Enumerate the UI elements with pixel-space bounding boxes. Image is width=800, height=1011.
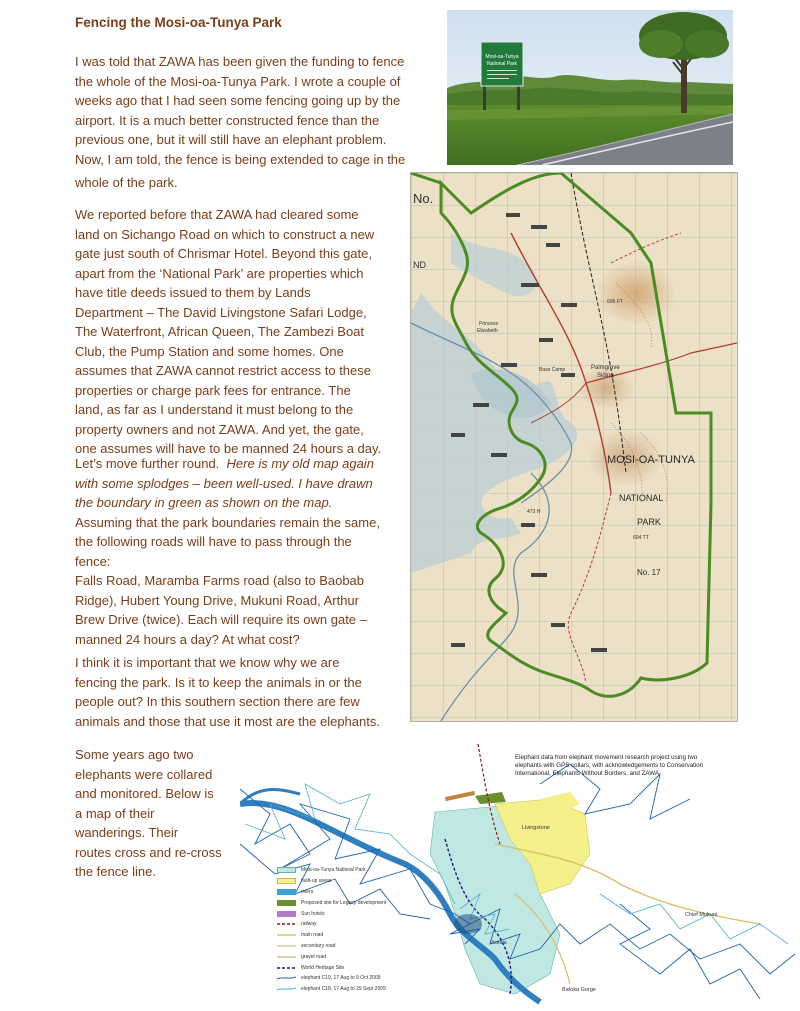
sign-text-line: National Park [486, 61, 518, 67]
topographic-map [410, 172, 738, 722]
text-line: Some years ago two [75, 747, 194, 762]
map-label: PARK [637, 517, 661, 527]
text-line: the whole of the Mosi-oa-Tunya Park. I wrote a couple of [75, 73, 401, 89]
legend-label: rivers [301, 888, 314, 895]
article-title: Fencing the Mosi-oa-Tunya Park [75, 15, 282, 30]
text-line: apart from the ‘National Park’ are properties which [75, 265, 364, 281]
map-label: Elizabeth [477, 328, 498, 334]
text-line: properties or charge park fees for entrance. The [75, 382, 351, 398]
legend-swatch [277, 900, 296, 906]
legend-swatch [277, 932, 296, 938]
text-line: land, as far as I understand it must belong to the [75, 402, 354, 417]
text-line: whole of the park. [75, 175, 178, 190]
map-label: 473 H [527, 509, 541, 515]
text-line: fence: [75, 553, 111, 569]
text-line: The Waterfront, African Queen, The Zambezi Boat [75, 324, 365, 339]
legend-swatch [277, 867, 296, 873]
text-line: wanderings. Their [75, 825, 179, 840]
legend-label: built-up areas [301, 878, 332, 885]
text-line: We reported before that ZAWA had cleared some [75, 207, 359, 222]
legend-swatch [277, 943, 296, 949]
elephant-data-note: Elephant data from elephant movement research project using two elephants with GPS collars, with acknowledgements to Conservation International, Elephants Without Borders, and ZAWA [515, 754, 704, 777]
sign-text-line: Mosi-oa-Tunya [485, 54, 519, 60]
text-line: airport. It is a much better constructed fence than the [75, 112, 380, 128]
text-line: Department – The David Livingstone Safari Lodge, [75, 304, 367, 320]
text-line: fencing the park. Is it to keep the animals in or the [75, 674, 362, 690]
map-label: 605 FT [607, 299, 623, 305]
legend-item [277, 908, 412, 919]
text-line [75, 493, 400, 513]
map-label: MOSI-OA-TUNYA [607, 454, 695, 466]
text-line: animals and those that use it most are the elephants. [75, 713, 380, 729]
text-line [75, 474, 400, 494]
paragraph-why-fence [75, 653, 400, 731]
text-line: assumes that ZAWA cannot restrict access to these [75, 363, 371, 378]
text-line: the following roads will have to pass through the [75, 534, 352, 549]
text-line: elephants were collared [75, 766, 213, 782]
text-line: property owners and not ZAWA. And yet, the gate, [75, 421, 364, 437]
legend-item [277, 919, 412, 930]
legend-label: main road [301, 932, 324, 939]
text-line: Ridge), Hubert Young Drive, Mukuni Road, Arthur [75, 592, 359, 608]
map-label: Palmgrove [591, 365, 620, 371]
legend-item [277, 951, 412, 962]
text-line: and monitored. Below is [75, 786, 214, 801]
topographic-map-illustration [411, 173, 737, 721]
legend-item [277, 865, 412, 876]
legend-swatch [277, 878, 296, 884]
map-label: Base Camp [539, 367, 566, 373]
legend-item [277, 930, 412, 941]
italic-text: with some splodges – been well-used. I have drawn [75, 475, 373, 491]
legend-swatch [277, 965, 296, 971]
legend-swatch [277, 975, 296, 981]
legend-label: elephant C19, 17 Aug to 9 Oct 2009 [301, 975, 381, 982]
text-line: a map of their [75, 805, 155, 821]
map-label: No. [413, 191, 434, 206]
legend-label: Proposed site for Legacy development [301, 899, 387, 906]
legend-item [277, 941, 412, 952]
text-line: Brew Drive (twice). Each will require its own gate – [75, 612, 367, 627]
text-line: weeks ago that I had seen some fencing going up by the [75, 93, 401, 108]
text-line: land on Sichango Road on which to construct a new [75, 226, 375, 242]
legend-label: Sun hotels [301, 910, 325, 917]
legend-label: secondary road [301, 942, 336, 949]
legend-label: railway [301, 921, 317, 928]
text-line: I was told that ZAWA has been given the funding to fence [75, 54, 405, 69]
legend-item [277, 897, 412, 908]
text-line: the fence line. [75, 864, 156, 879]
text-line: Falls Road, Maramba Farms road (also to Baobab [75, 573, 365, 588]
place-label: Batoka Gorge [562, 987, 596, 993]
legend-swatch [277, 911, 296, 917]
map-label: 604 TT [633, 535, 649, 541]
text-line: gate just south of Chrismar Hotel. Beyond this gate, [75, 246, 372, 261]
legend-swatch [277, 889, 296, 895]
text-line: people out? In this southern section there are few [75, 694, 360, 709]
paragraph-funding [75, 52, 420, 193]
legend-item [277, 876, 412, 887]
legend-label: World Heritage Site [301, 964, 345, 971]
map-label: NATIONAL [619, 493, 664, 503]
legend-swatch [277, 986, 296, 992]
legend-label: gravel road [301, 953, 327, 960]
legend-swatch [277, 954, 296, 960]
place-label: Livingstone [522, 825, 550, 831]
text-line [75, 454, 400, 474]
map-label: No. 17 [637, 568, 661, 577]
legend-item [277, 962, 412, 973]
text-line: I think it is important that we know why we are [75, 655, 340, 670]
park-sign-photo [447, 10, 733, 165]
legend-swatch [277, 921, 296, 927]
legend-item [277, 973, 412, 984]
paragraph-roads [75, 454, 400, 649]
park-sign-illustration [447, 10, 733, 165]
text-line: have title deeds issued to them by Lands [75, 285, 311, 300]
map-label: ND [413, 260, 426, 270]
elephant-map-legend [277, 865, 412, 995]
text-line: Assuming that the park boundaries remain the same, [75, 514, 380, 530]
text-line: routes cross and re-cross [75, 844, 222, 860]
text-line: Now, I am told, the fence is being extended to cage in the [75, 151, 406, 167]
legend-item [277, 887, 412, 898]
lead-text: Let’s move further round. [75, 456, 220, 471]
legend-item [277, 984, 412, 995]
place-label: Chief Mukuni [685, 912, 718, 918]
text-line: manned 24 hours a day? At what cost? [75, 631, 300, 647]
map-label: Princess [479, 321, 499, 327]
paragraph-elephants [75, 745, 225, 882]
text-line: one assumes will have to be manned 24 hours a day. [75, 441, 382, 456]
legend-label: elephant C18, 17 Aug to 29 Sept 2009 [301, 986, 386, 993]
paragraph-sichango-gate [75, 205, 400, 459]
legend-label: Mosi-oa-Tunya National Park [301, 867, 366, 874]
italic-text: the boundary in green as shown on the map. [75, 495, 333, 510]
place-label: Victoria [490, 940, 507, 946]
text-line: Club, the Pump Station and some homes. One [75, 343, 344, 359]
italic-text: Here is my old map again [226, 456, 374, 471]
map-label: Siding [597, 373, 614, 379]
text-line: previous one, but it will still have an elephant problem. [75, 132, 387, 147]
